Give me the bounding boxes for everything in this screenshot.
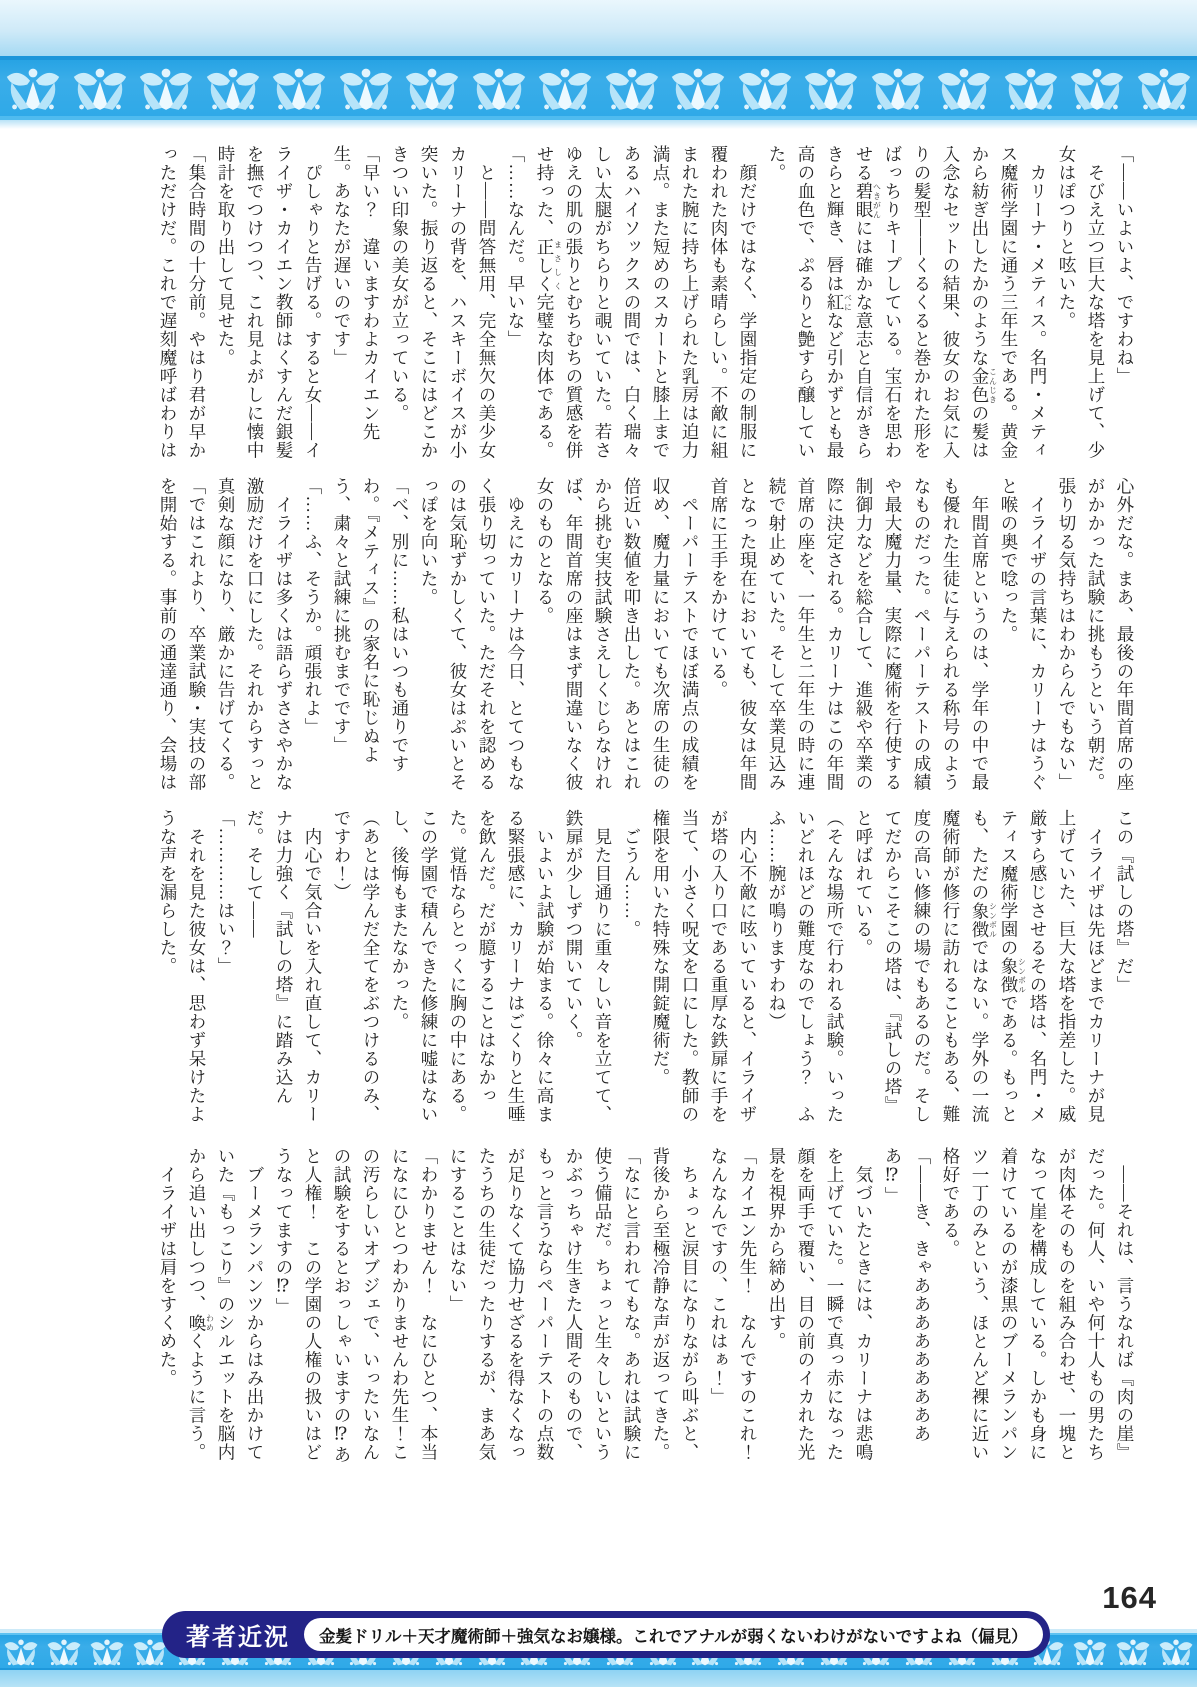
ornament-motif-icon	[1155, 1638, 1197, 1666]
ornament-motif-icon	[999, 66, 1063, 111]
author-note-text: 金髪ドリル＋天才魔術師＋強気なお嬢様。これでアナルが弱くないわけがないですよね（偏見）	[319, 1627, 1028, 1646]
novel-paragraph: 「……なんだ。早いな」	[506, 145, 526, 349]
novel-paragraph: ぴしゃりと告げる。すると女――イライザ・カイエン教師はくすんだ銀髪を撫でつけつつ、これ見よがしに懐中時計を取り出して見せた。	[216, 145, 323, 460]
novel-paragraph: 「――き、きゃああああああああああ⁉」	[883, 1147, 932, 1443]
top-border-fade	[0, 120, 1197, 129]
novel-paragraph: ペーパーテストでほぼ満点の成績を収め、魔力量においても次席の生徒の倍近い数値を叩き出した。あとはこれから挑む実技試験さえしくじらなければ、年間首席の座はまず間違いなく彼女のものとなる。	[535, 477, 700, 792]
novel-paragraph: ――それは、言うなれば『肉の崖』だった。何人、いや何十人もの男たちが肉体そのものを組み合わせ、一塊となって崖を構成している。しかも身に着けているのが漆黒のブーメランパンツ一丁のみという、ほとんど裸に近い格好である。	[941, 1147, 1135, 1462]
novel-paragraph: 「――いよいよ、ですわね」	[1115, 145, 1135, 386]
ornament-motif-icon	[666, 66, 730, 111]
ornament-motif-icon	[1112, 1638, 1154, 1666]
ornament-motif-icon	[932, 66, 996, 111]
ornament-motif-icon	[467, 66, 531, 111]
novel-paragraph: と――問答無用、完全無欠の美少女カリーナの背を、ハスキーボイスが小突いた。振り返ると、そこにはどこかきつい印象の美女が立っている。	[390, 145, 497, 460]
ornament-motif-icon	[1065, 66, 1129, 111]
text-band-4	[153, 1147, 1139, 1467]
ornament-motif-icon	[733, 66, 797, 111]
ornament-motif-icon	[400, 66, 464, 111]
novel-paragraph: （そんな場所で行われる試験。いったいどれほどの難度なのでしょう？ ふふ……腕が鳴りますわね）	[767, 809, 845, 1124]
novel-paragraph: ゆえにカリーナは今日、とてつもなく張り切っていた。ただそれを認めるのは気恥ずかしくて、彼女はぷいとそっぽを向いた。	[419, 477, 526, 792]
ornament-motif-icon	[0, 1638, 42, 1666]
ornament-motif-icon	[533, 66, 597, 111]
novel-paragraph: 「……ふ、そうか。頑張れよ」	[303, 477, 323, 736]
novel-paragraph: ごうん……。	[622, 809, 642, 939]
page-number: 164	[1102, 1580, 1157, 1615]
top-ornament-band	[0, 56, 1197, 120]
novel-paragraph: 年間首席というのは、学年の中で最も優れた生徒に与えられる称号のようなものだった。ペーパーテストの成績や最大魔力量、実際に魔術を行使する制御力などを総合して、進級や卒業の際に決定される。カリーナはこの年間首席の座を、一年生と二年生の時に連続で射止めていた。そして卒業見込みとなった現在においても、彼女は年間首席に王手をかけている。	[709, 477, 990, 792]
ornament-motif-icon	[68, 66, 132, 111]
ornament-motif-icon	[866, 66, 930, 111]
novel-paragraph: 「なにと言われてもな。あれは試験に使う備品だ。ちょっと生々しいというかぶっちゃけ生きた人間そのもので、もっと言うならペーパーテストの点数が足りなくて協力せざるを得なくなったうちの生徒だったりするが、まあ気にすることはない」	[448, 1147, 642, 1462]
novel-paragraph: 「…………はい？」	[216, 809, 236, 976]
novel-paragraph: 見た目通りに重々しい音を立てて、鉄扉が少しずつ開いていく。	[564, 809, 613, 1124]
author-note-box	[304, 1618, 1043, 1651]
novel-paragraph: 「早い？ 違いますわよカイエン先生。あなたが遅いのです」	[332, 145, 381, 441]
text-band-3	[153, 809, 1139, 1129]
top-border-sky-strip	[0, 0, 1197, 56]
novel-paragraph: 「ではこれより、卒業試験・実技の部を開始する。事前の通達通り、会場は	[158, 477, 207, 792]
novel-paragraph: 「わかりません！ なにひとつ、本当になにひとつわかりませんわ先生！この汚らしいオブジェで、いったいなんの試験をするとおっしゃいますの⁉あと人権！ この学園の人権の扱いはどうなってますの⁉」	[274, 1147, 439, 1464]
novel-paragraph: それを見た彼女は、思わず呆けたような声を漏らした。	[158, 809, 207, 1124]
text-band-1	[153, 145, 1139, 465]
ornament-motif-icon	[86, 1638, 128, 1666]
novel-paragraph: イライザは多くは語らずささやかな激励だけを口にした。それからすっと真剣な顔になり、厳かに告げてくる。	[216, 477, 294, 792]
bottom-border-base	[0, 1670, 1197, 1687]
novel-paragraph: ブーメランパンツからはみ出かけていた『もっこり』のシルエットを脳内から追い出しつつ、喚わめくように言う。	[187, 1147, 265, 1462]
novel-paragraph: 顔だけではなく、学園指定の制服に覆われた肉体も素晴らしい。不敵に組まれた腕に持ち上げられた乳房は迫力満点。また短めのスカートと膝上まであるハイソックスの間では、白く瑞々しい太腿がちらりと覗いていた。若さゆえの肌の張りとむちむちの質感を併せ持った、正しくまさしく完璧な肉体である。	[535, 145, 758, 460]
ornament-motif-icon	[43, 1638, 85, 1666]
novel-paragraph: 内心不敵に呟いていると、イライザが塔の入り口である重厚な鉄扉に手を当て、小さく呪文を口にした。教師の権限を用いた特殊な開錠魔術だ。	[651, 809, 758, 1124]
novel-paragraph: いよいよ試験が始まる。徐々に高まる緊張感に、カリーナはごくりと生唾を飲んだ。だが臆することはなかった。覚悟ならとっくに胸の中にある。この学園で積んできた修練に嘘はないし、後悔もまたなかった。	[390, 809, 555, 1124]
top-decorative-border	[0, 0, 1197, 129]
novel-paragraph: 心外だな。まあ、最後の年間首席の座がかかった試験に挑もうという朝だ。張り切る気持ちはわからんでもない」	[1057, 477, 1135, 792]
novel-paragraph: 「カイエン先生！ なんですのこれ！なんなんですの、これはぁ！」	[709, 1147, 758, 1462]
novel-paragraph: イライザは肩をすくめた。	[158, 1147, 178, 1388]
novel-paragraph: 内心で気合いを入れ直して、カリーナは力強く『試しの塔』に踏み込んだ。そして――	[245, 809, 323, 1124]
ornament-motif-icon	[1132, 66, 1196, 111]
ornament-motif-icon	[267, 66, 331, 111]
ornament-motif-icon	[600, 66, 664, 111]
novel-paragraph: ちょっと涙目になりながら叫ぶと、背後から至極冷静な声が返ってきた。	[651, 1147, 700, 1462]
ornament-motif-icon	[1, 66, 65, 111]
ornament-motif-icon	[134, 66, 198, 111]
ornament-motif-icon	[334, 66, 398, 111]
novel-paragraph: 「べ、別に……私はいつも通りですわ。『メティス』の家名に恥じぬよう、粛々と試練に挑むまでです」	[332, 477, 410, 773]
novel-paragraph: イライザは先ほどまでカリーナが見上げていた、巨大な塔を指差した。威厳すら感じさせるその塔は、名門・メティス魔術学園の象徴シンボルである。もっとも、ただの象徴シンボルではない。学外の一流魔術師が修行に訪れることもある、難度の高い修練の場でもあるのだ。そしてだからこそこの塔は、『試しの塔』と呼ばれている。	[854, 809, 1106, 1124]
novel-paragraph: 「集合時間の十分前。やはり君が早かっただけだ。これで遅刻魔呼ばわりは	[158, 145, 207, 460]
novel-paragraph: 気づいたときには、カリーナは悲鳴を上げていた。一瞬で真っ赤になった顔を両手で覆い、目の前のイカれた光景を視界から締め出す。	[767, 1147, 874, 1462]
novel-paragraph: カリーナ・メティス。名門・メティス魔術学園に通う三年生である。黄金から紡ぎ出したかのような金色こんじきの髪は入念なセットの結果、彼女のお気に入りの髪型――くるくると巻かれた形をばっちりキープしている。宝石を思わせる碧眼へきがんには確かな意志と自信がきらきらと輝き、唇は紅べになど引かずとも最高の血色で、ぷるりと艶すら醸していた。	[767, 145, 1048, 460]
ornament-motif-icon	[1069, 1638, 1111, 1666]
author-note-label: 著者近況	[186, 1624, 290, 1651]
novel-paragraph: （あとは学んだ全てをぶつけるのみ、ですわ！）	[332, 809, 381, 1124]
novel-paragraph: この『試しの塔』だ」	[1115, 809, 1135, 994]
novel-paragraph: そびえ立つ巨大な塔を見上げて、少女はぽつりと呟いた。	[1057, 145, 1106, 460]
ornament-motif-icon	[201, 66, 265, 111]
text-band-2	[153, 477, 1139, 797]
ornament-motif-icon	[799, 66, 863, 111]
novel-paragraph: イライザの言葉に、カリーナはうぐと喉の奥で唸った。	[999, 477, 1048, 792]
author-note-footer	[162, 1611, 1050, 1658]
